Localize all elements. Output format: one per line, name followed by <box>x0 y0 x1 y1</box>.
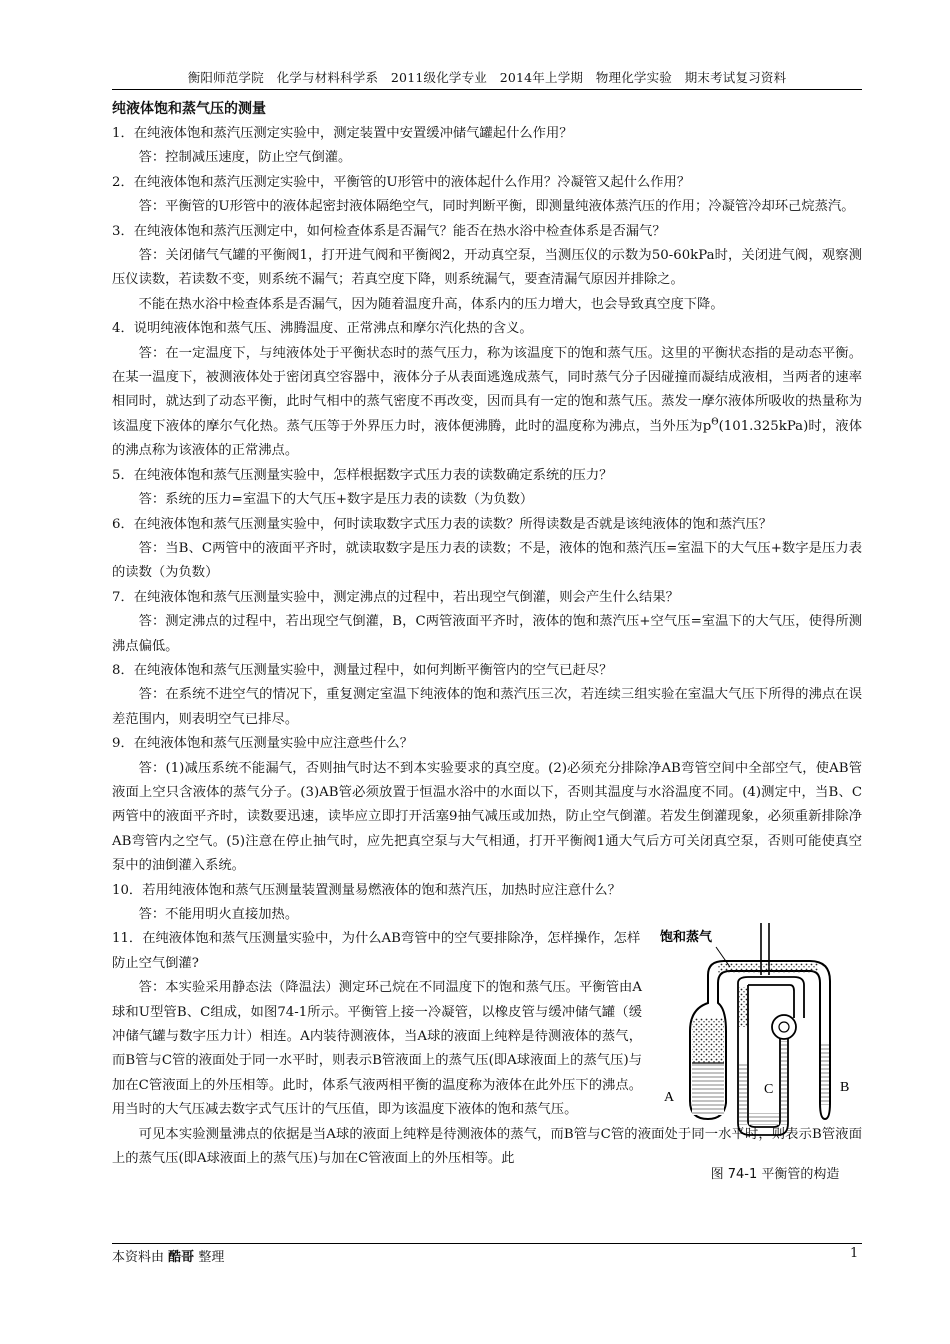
question-1: 1．在纯液体饱和蒸汽压测定实验中，测定装置中安置缓冲储气罐起什么作用？ <box>112 126 573 141</box>
answer-8: 答：在系统不进空气的情况下，重复测定室温下纯液体的饱和蒸汽压三次，若连续三组实验在室温大气压下所得的沸点在误差范围内，则表明空气已排尽。 <box>112 687 862 727</box>
question-2: 2．在纯液体饱和蒸汽压测定实验中，平衡管的U形管中的液体起什么作用？冷凝管又起什么作用？ <box>112 174 691 190</box>
answer-1: 答：控制减压速度，防止空气倒灌。 <box>138 150 352 166</box>
standard-state-superscript: Θ <box>711 417 719 428</box>
footer-prefix: 本资料由 <box>112 1250 165 1265</box>
question-3: 3．在纯液体饱和蒸汽压测定中，如何检查体系是否漏气？能否在热水浴中检查体系是否漏气？ <box>112 223 666 239</box>
balance-tube-figure <box>660 923 890 1187</box>
answer-6: 答：当B、C两管中的液面平齐时，就读取数字是压力表的读数；不是，液体的饱和蒸汽压=室温下的大气压+数字是压力表的读数（为负数） <box>112 540 862 581</box>
question-6: 6．在纯液体饱和蒸气压测量实验中，何时读取数字式压力表的读数？所得读数是否就是该纯液体的饱和蒸汽压？ <box>112 516 773 532</box>
answer-4 <box>112 342 862 464</box>
answer-7: 答：测定沸点的过程中，若出现空气倒灌，B，C两管液面平齐时，液体的饱和蒸汽压+空气压=室温下的大气压，使得所测沸点偏低。 <box>112 614 862 654</box>
page-header: 衡阳师范学院 化学与材料科学系 2011级化学专业 2014年上学期 物理化学实验 期末考试复习资料 <box>187 70 787 85</box>
answer-5: 答：系统的压力=室温下的大气压+数字是压力表的读数（为负数） <box>138 492 534 508</box>
label-b: B <box>840 1080 850 1096</box>
question-5: 5．在纯液体饱和蒸气压测量实验中，怎样根据数字式压力表的读数确定系统的压力？ <box>112 467 613 483</box>
question-9: 9．在纯液体饱和蒸气压测量实验中应注意些什么？ <box>112 736 413 752</box>
header-rule <box>112 89 862 90</box>
footer-author: 酷哥 <box>168 1250 195 1265</box>
document-body <box>112 96 862 1182</box>
label-saturated-vapor: 饱和蒸气 <box>660 929 713 945</box>
answer-4-main: 答：在一定温度下，与纯液体处于平衡状态时的蒸气压力，称为该温度下的饱和蒸气压。这里的平衡状态指的是动态平衡。在某一温度下，被测液体处于密闭真空容器中，液体分子从表面逃逸成蒸气，同时蒸气分子因碰撞而凝结成液相，当两者的速率相同时，就达到了动态平衡，此时气相中的蒸气密度不再改变，因而具有一定的饱和蒸气压。蒸发一摩尔液体所吸收的热量称为该温度下液体的摩尔气化热。蒸气压等于外界压力时，液体便沸腾，此时的温度称为沸点，当外压为p <box>112 345 862 434</box>
footer-credit <box>112 1246 224 1265</box>
page-number: 1 <box>850 1246 859 1261</box>
balance-tube-diagram <box>660 923 890 1151</box>
label-a: A <box>664 1090 675 1106</box>
answer-11-para-2: 可见本实验测量沸点的依据是当A球的液面上纯粹是待测液体的蒸气，而B管与C管的液面处于同一水平时，则表示B管液面上的蒸气压(即A球液面上的蒸气压)与加在C管液面上的外压相等。此 <box>112 1126 862 1167</box>
answer-3-para-1: 答：关闭储气气罐的平衡阀1，打开进气阀和平衡阀2，开动真空泵，当测压仪的示数为50-60kPa时，关闭进气阀，观察测压仪读数，若读数不变，则系统不漏气；若真空度下降，则系统漏气，要查清漏气原因并排除之。 <box>112 248 862 288</box>
question-7: 7．在纯液体饱和蒸气压测量实验中，测定沸点的过程中，若出现空气倒灌，则会产生什么结果？ <box>112 589 679 605</box>
footer-suffix: 整理 <box>198 1250 225 1265</box>
answer-10: 答：不能用明火直接加热。 <box>138 907 299 922</box>
question-4: 4．说明纯液体饱和蒸气压、沸腾温度、正常沸点和摩尔汽化热的含义。 <box>112 321 533 337</box>
answer-2: 答：平衡管的U形管中的液体起密封液体隔绝空气，同时判断平衡，即测量纯液体蒸汽压的作用；冷凝管冷却环己烷蒸汽。 <box>138 199 855 215</box>
question-8: 8．在纯液体饱和蒸气压测量实验中，测量过程中，如何判断平衡管内的空气已赶尽？ <box>112 662 613 678</box>
label-c: C <box>764 1082 774 1098</box>
figure-caption: 图 74-1 平衡管的构造 <box>710 1166 840 1182</box>
question-11: 11．在纯液体饱和蒸气压测量实验中，为什么AB弯管中的空气要排除净，怎样操作，怎样防止空气倒灌? <box>112 931 641 971</box>
question-10: 10．若用纯液体饱和蒸气压测量装置测量易燃液体的饱和蒸汽压，加热时应注意什么？ <box>112 882 621 898</box>
answer-9: 答：(1)减压系统不能漏气，否则抽气时达不到本实验要求的真空度。(2)必须充分排除净AB弯管空间中全部空气，使AB管液面上空只含液体的蒸气分子。(3)AB管必须放置于恒温水浴中的水面以下，否则其温度与水浴温度不同。(4)测定中，当B、C两管中的液面平齐时，读数要迅速，读毕应立即打开活塞9抽气减压或加热，防止空气倒灌。若发生倒灌现象，必须重新排除净AB弯管内之空气。(5)注意在停止抽气时，应先把真空泵与大气相通，打开平衡阀1通大气后方可关闭真空泵，否则可能使真空泵中的油倒灌入系统。 <box>112 760 862 874</box>
answer-3-para-2: 不能在热水浴中检查体系是否漏气，因为随着温度升高，体系内的压力增大，也会导致真空度下降。 <box>138 296 724 312</box>
section-title: 纯液体饱和蒸气压的测量 <box>112 101 266 117</box>
answer-4-tail: (101.325kPa)时，液体的沸点称为该液体的正常沸点。 <box>112 418 862 459</box>
footer-rule <box>112 1243 862 1244</box>
answer-11-para-1: 答：本实验采用静态法（降温法）测定环己烷在不同温度下的饱和蒸气压。平衡管由A球和U型管B、C组成，如图74-1所示。平衡管上接一冷凝管，以橡皮管与缓冲储气罐（缓冲储气罐与数字压力计）相连。A内装待测液体，当A球的液面上纯粹是待测液体的蒸气，而B管与C管的液面处于同一水平时，则表示B管液面上的蒸气压(即A球液面上的蒸气压)与加在C管液面上的外压相等。此时，体系气液两相平衡的温度称为液体在此外压下的沸点。用当时的大气压减去数字式气压计的气压值，即为该温度下液体的饱和蒸气压。 <box>112 980 642 1118</box>
